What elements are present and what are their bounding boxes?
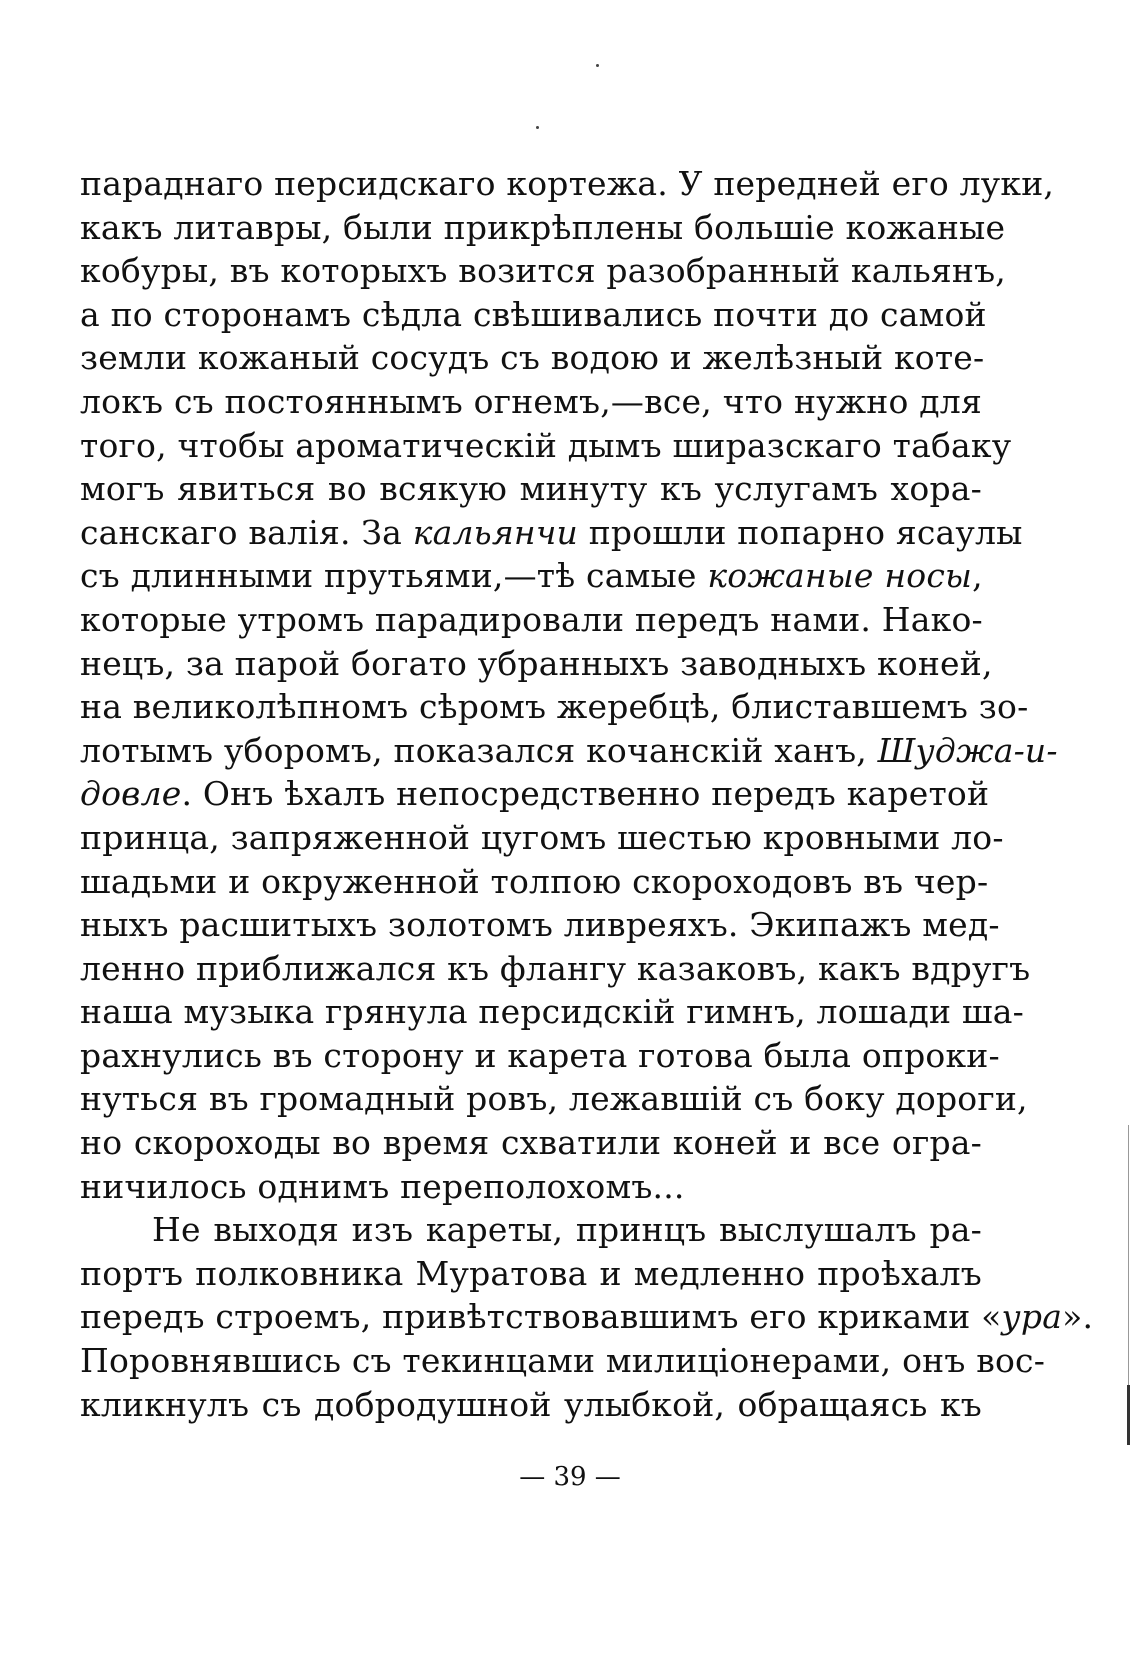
text-line [80, 424, 1012, 468]
text-run: ныхъ расшитыхъ золотомъ ливреяхъ. Экипажъ мед- [80, 905, 1000, 945]
text-run: нецъ, за парой богато убранныхъ заводныхъ коней, [80, 643, 993, 683]
text-run: . Онъ ѣхалъ непосредственно передъ каретой [181, 774, 990, 814]
margin-mark [1128, 1125, 1129, 1425]
text-line [80, 1252, 982, 1296]
text-run: которые утромъ парадировали передъ нами. Нако- [80, 599, 983, 639]
text-line [80, 1077, 1028, 1121]
text-run: могъ явиться во всякую минуту къ услугамъ хора- [80, 469, 982, 509]
text-line [80, 772, 990, 816]
text-run: но скороходы во время схватили коней и все огра- [80, 1123, 982, 1163]
text-run: параднаго персидскаго кортежа. У передней его луки, [80, 164, 1055, 203]
text-line [80, 816, 1004, 860]
body-text [80, 162, 1094, 1426]
text-run: передъ строемъ, привѣтствовавшимъ его криками « [80, 1297, 1002, 1337]
italic-text-run: довле [80, 774, 182, 814]
text-run: прошли попарно ясаулы [578, 512, 1023, 552]
text-run: съ длинными прутьями,—тѣ самые [80, 556, 708, 596]
text-run: рахнулись въ сторону и карета готова была опроки- [80, 1035, 1000, 1075]
text-run: лотымъ уборомъ, показался кочанскій ханъ, [80, 730, 878, 770]
text-line [80, 249, 1006, 293]
text-run: кликнулъ съ добродушной улыбкой, обращаясь къ [80, 1384, 982, 1424]
text-run: на великолѣпномъ сѣромъ жеребцѣ, блиставшемъ зо- [80, 687, 1029, 727]
text-line [80, 1383, 982, 1427]
text-line [80, 380, 982, 424]
text-run: санскаго валія. За [80, 512, 413, 552]
text-run: портъ полковника Муратова и медленно проѣхалъ [80, 1253, 982, 1293]
text-line [80, 1034, 1000, 1078]
italic-text-run: кожаные носы [707, 556, 973, 596]
text-run: ничилось однимъ переполохомъ... [80, 1166, 685, 1206]
italic-text-run: Шуджа-и- [877, 730, 1058, 770]
text-line [80, 162, 1055, 206]
text-run: наша музыка грянула персидскій гимнъ, лошади ша- [80, 992, 1025, 1032]
text-run: , [972, 556, 983, 596]
text-line [80, 947, 1031, 991]
text-line [80, 206, 1006, 250]
text-line [80, 554, 982, 598]
print-speck [536, 126, 539, 129]
text-line [80, 1165, 982, 1209]
text-run: Не выходя изъ кареты, принцъ выслушалъ ра- [152, 1210, 982, 1250]
text-run: кобуры, въ которыхъ возится разобранный кальянъ, [80, 251, 1006, 291]
italic-text-run: кальянчи [412, 512, 579, 552]
text-line [80, 685, 1029, 729]
text-line [80, 598, 982, 642]
text-line [80, 990, 1025, 1034]
text-line [80, 903, 1000, 947]
text-line [80, 1295, 1094, 1339]
text-run: какъ литавры, были прикрѣплены большіе кожаные [80, 207, 1006, 247]
text-line [80, 336, 985, 380]
print-speck [596, 64, 599, 67]
text-line [80, 642, 993, 686]
text-run: принца, запряженной цугомъ шестью кровными ло- [80, 817, 1004, 857]
text-run: того, чтобы ароматическій дымъ ширазскаго табаку [80, 425, 1012, 465]
text-line [80, 860, 989, 904]
text-run: локъ съ постояннымъ огнемъ,—все, что нужно для [80, 381, 982, 421]
text-line [80, 729, 1058, 773]
page-number: — 39 — [519, 1462, 621, 1492]
text-line [80, 293, 987, 337]
text-run: шадьми и окруженной толпою скороходовъ въ чер- [80, 861, 989, 901]
text-run: ленно приближался къ флангу казаковъ, какъ вдругъ [80, 948, 1031, 988]
text-run: нуться въ громадный ровъ, лежавшій съ боку дороги, [80, 1079, 1028, 1119]
text-line [80, 467, 982, 511]
text-run: Поровнявшись съ текинцами милиціонерами, онъ вос- [80, 1341, 1046, 1381]
text-line [80, 511, 1023, 555]
text-run: ». [1062, 1297, 1094, 1337]
margin-mark [1127, 1385, 1130, 1445]
text-line [80, 1339, 1046, 1383]
text-run: земли кожаный сосудъ съ водою и желѣзный коте- [80, 338, 985, 378]
text-run: а по сторонамъ сѣдла свѣшивались почти до самой [80, 294, 987, 334]
text-line [80, 1208, 982, 1252]
text-line [80, 1121, 982, 1165]
italic-text-run: ура [1001, 1297, 1063, 1337]
